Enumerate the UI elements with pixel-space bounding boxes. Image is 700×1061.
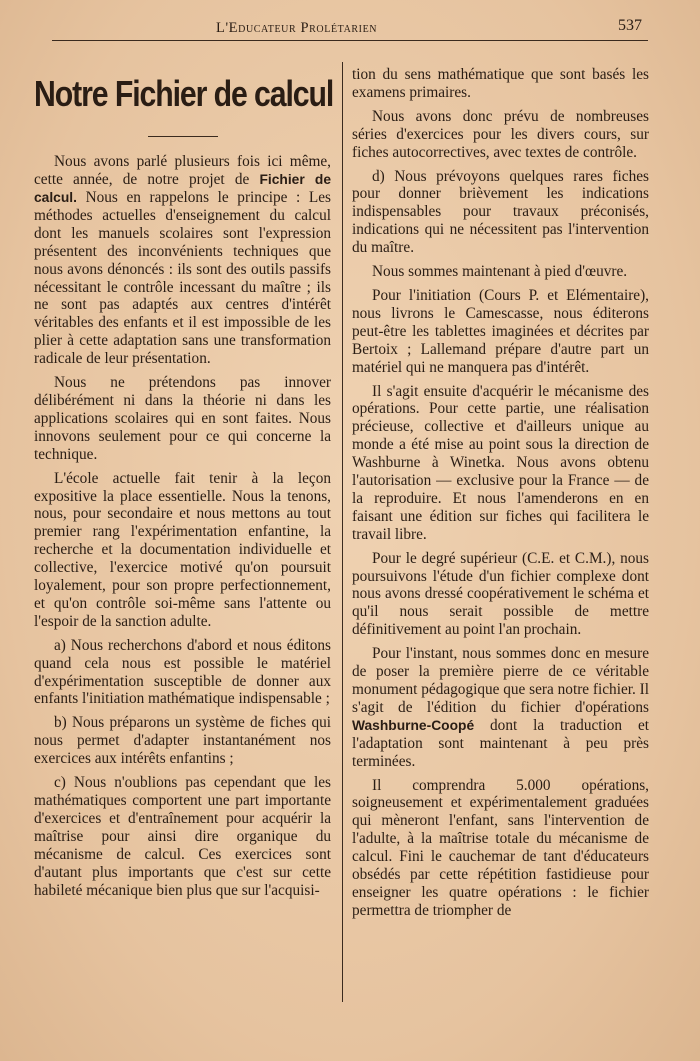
paragraph-text: c) Nous n'oublions pas cependant que les mathématiques comportent une part importante d'exercices et d'entraînement pour acquérir la maîtrise pour ainsi dire organique du mécanisme de calcul. Ces exercices sont d'autant plus importants que c'est sur cette habileté mécanique bien plus que sur l'acquisi-	[34, 774, 331, 899]
paragraph	[34, 637, 331, 709]
page-header	[52, 16, 648, 41]
paragraph-text: Nous sommes maintenant à pied d'œuvre.	[372, 263, 628, 281]
paragraph-text: Nous avons donc prévu de nombreuses séries d'exercices pour les divers cours, sur fiches autocorrectives, avec textes de contrôle.	[352, 107, 649, 161]
paragraph	[34, 470, 331, 631]
paragraph-text: b) Nous préparons un système de fiches qui nous permet d'adapter instantanément nos exercices aux intérêts enfantins ;	[34, 714, 331, 768]
paragraph	[352, 777, 649, 920]
paragraph	[352, 645, 649, 770]
paragraph	[352, 383, 649, 544]
paragraph	[34, 714, 331, 768]
paragraph-text: Il s'agit ensuite d'acquérir le mécanisme des opérations. Pour cette partie, une réalisation précieuse, collective et d'ailleurs unique au monde a été mise au point sous la direction de Washburne à Winetka. Nous avons obtenu l'autorisation — exclusive pour la France — de la reproduire. Et nous l'amenderons en en faisant une édition sur fiches qui facilitera le travail libre.	[352, 382, 649, 543]
paragraph-text: tion du sens mathématique que sont basés les examens primaires.	[352, 66, 649, 101]
paragraph	[352, 287, 649, 377]
paragraph	[352, 66, 649, 102]
paragraph-text: a) Nous recherchons d'abord et nous éditons quand cela nous est possible le matériel d'expérimentation susceptible de donner aux enfants l'initiation mathématique indispensable ;	[34, 636, 331, 708]
paragraph	[34, 153, 331, 368]
paragraph-text: d) Nous prévoyons quelques rares fiches pour donner brièvement les indications indispensables pour travaux préconisés, indications qui ne nécessitent pas l'intervention du maître.	[352, 167, 649, 257]
paragraph	[34, 774, 331, 899]
paragraph	[352, 108, 649, 162]
running-title: L'Educateur Prolétarien	[216, 20, 378, 36]
paragraph	[352, 263, 649, 281]
paragraph-text: L'école actuelle fait tenir à la leçon expositive la place essentielle. Nous la tenons, nous, pour secondaire et nous mettons au tout premier rang l'expérimentation enfantine, la recherche et la documentation individuelle et collective, l'exercice motivé qu'on poursuit loyalement, pour son propre perfectionnement, et qu'on contrôle soi-même sans l'attente ou l'espoir de la sanction adulte.	[34, 469, 331, 630]
bold-term: Washburne-Coopé	[352, 717, 475, 733]
left-paragraphs	[34, 153, 331, 899]
page-number: 537	[618, 17, 642, 34]
paragraph	[352, 550, 649, 640]
left-column	[34, 66, 334, 905]
right-paragraphs	[352, 66, 649, 920]
right-column	[352, 66, 649, 926]
column-divider	[342, 62, 343, 1002]
paragraph	[352, 168, 649, 258]
title-rule	[148, 136, 218, 137]
paragraph-text: Pour l'instant, nous sommes donc en mesure de poser la première pierre de ce véritable monument pédagogique que sera notre fichier. Il s'agit de l'édition du fichier d'opérations	[352, 645, 649, 716]
paragraph-text: dont la traduction et l'adaptation sont maintenant à peu près terminées.	[352, 716, 649, 770]
article-title: Notre Fichier de calcul	[34, 73, 334, 114]
paragraph-text: Nous ne prétendons pas innover délibérément ni dans la théorie ni dans les applications scolaires qui en sont faites. Nous innovons seulement pour ce qui concerne la technique.	[34, 374, 331, 463]
paragraph-text: Il comprendra 5.000 opérations, soigneusement et expérimentalement graduées qui mèneront l'enfant, sans l'intervention de l'adulte, à la maîtrise totale du mécanisme de calcul. Fini le cauchemar de tant d'éducateurs obsédés par cette répétition fastidieuse pour enseigner les quatre opérations : le fichier permettra de triompher de	[352, 776, 649, 919]
bold-term: Fichier de calcul.	[34, 172, 332, 205]
paragraph	[34, 374, 331, 464]
paragraph-text: Nous en rappelons le principe : Les méthodes actuelles d'enseignement du calcul dont les manuels scolaires sont l'expression présentent des inconvénients techniques que nous avons dénoncés : ils sont des outils passifs nécessitant le contrôle incessant du maître ; ils ne sont pas adaptés aux centres d'intérêt véritables des enfants et il est impossible de les plier à cette adaptation sans une transformation radicale de leur présentation.	[34, 189, 331, 368]
paragraph-text: Pour le degré supérieur (C.E. et C.M.), nous poursuivons l'étude d'un fichier complexe dont nous avons dressé coopérativement le schéma et qu'il nous serait possible de mettre définitivement au point l'an prochain.	[352, 549, 649, 639]
paragraph-text: Pour l'initiation (Cours P. et Elémentaire), nous livrons le Camescasse, nous éditerons peut-être les tablettes imaginées et décrites par Bertoix ; Lallemand prépare d'autre part un matériel qui ne manquera pas d'intérêt.	[352, 286, 649, 376]
paragraph-text: Nous avons parlé plusieurs fois ici même, cette année, de notre projet de	[34, 153, 331, 189]
